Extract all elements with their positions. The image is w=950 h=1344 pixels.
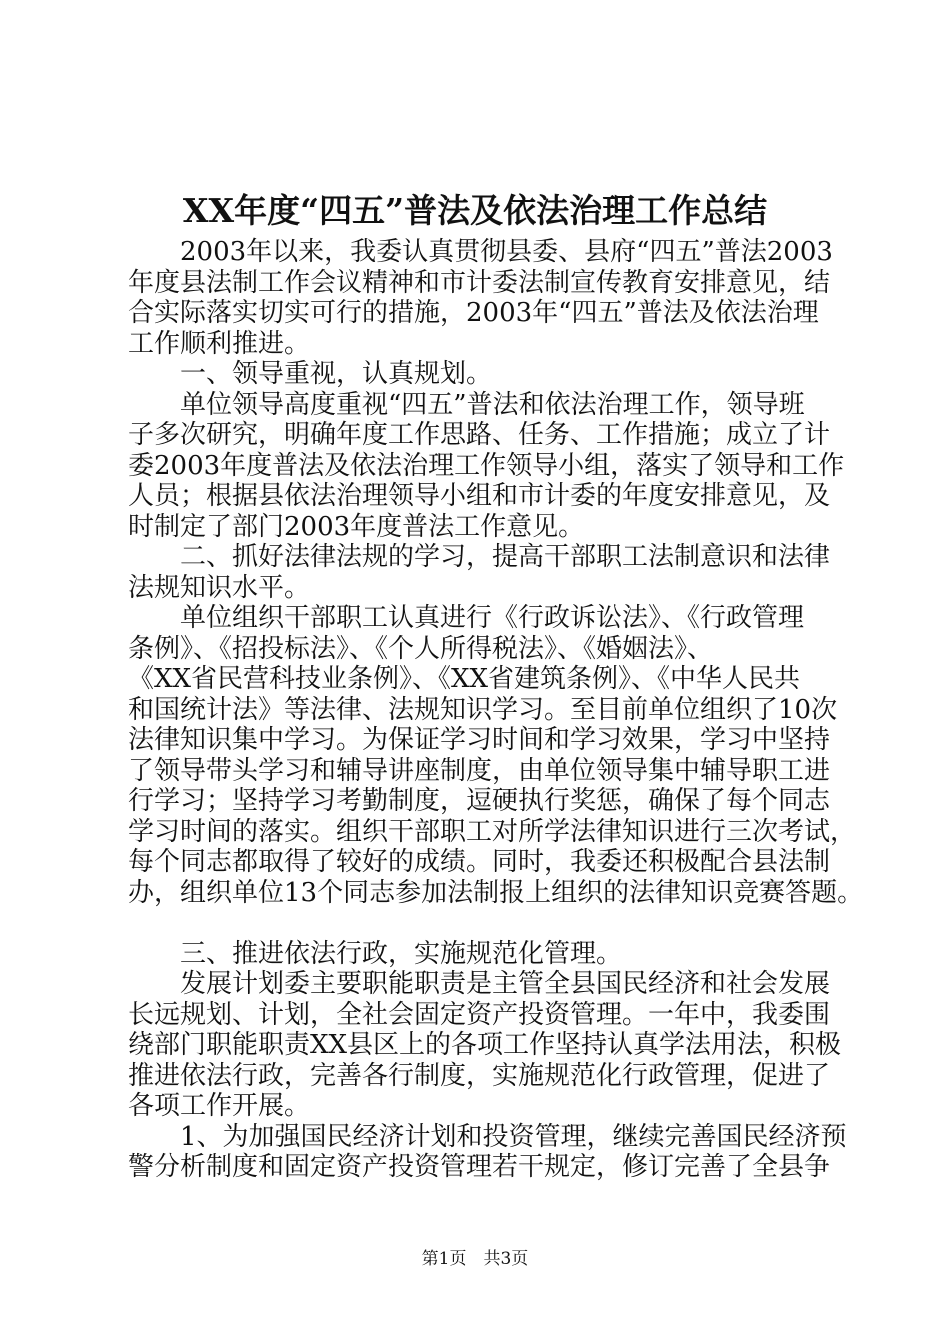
body-text-line: 行学习；坚持学习考勤制度，逗硬执行奖惩，确保了每个同志 [128,786,831,816]
body-text-line: 单位领导高度重视“四五”普法和依法治理工作，领导班 [128,389,805,420]
body-text-line: 二、抓好法律法规的学习，提高干部职工法制意识和法律 [128,542,831,572]
body-text-line: 三、推进依法行政，实施规范化管理。 [128,938,623,969]
body-text-line: 年度县法制工作会议精神和市计委法制宣传教育安排意见，结 [128,267,831,298]
body-text-line: 推进依法行政，完善各行制度，实施规范化行政管理，促进了 [128,1060,831,1091]
body-text-line: 长远规划、计划，全社会固定资产投资管理。一年中，我委围 [128,999,831,1030]
body-text-line: 单位组织干部职工认真进行《行政诉讼法》、《行政管理 [128,603,805,633]
body-text-line: 委2003年度普法及依法治理工作领导小组，落实了领导和工作 [128,450,845,481]
document-body [128,237,864,1183]
body-text-line: 子多次研究，明确年度工作思路、任务、工作措施；成立了计 [128,420,831,450]
page-footer: 第1页 共3页 [421,1249,529,1269]
body-text-line: 时制定了部门2003年度普法工作意见。 [128,511,585,542]
body-text-line: 办，组织单位13个同志参加法制报上组织的法律知识竞赛答题。 [128,877,864,908]
body-text-line: 《XX省民营科技业条例》、《XX省建筑条例》、《中华人民共 [128,664,801,694]
body-text-line: 人员；根据县依法治理领导小组和市计委的年度安排意见，及 [128,481,831,511]
body-text-line: 每个同志都取得了较好的成绩。同时，我委还积极配合县法制 [128,847,831,877]
body-text-line: 2003年以来，我委认真贯彻县委、县府“四五”普法2003 [128,237,833,267]
body-text-line: 法律知识集中学习。为保证学习时间和学习效果，学习中坚持 [128,725,831,755]
body-text-line: 学习时间的落实。组织干部职工对所学法律知识进行三次考试， [128,816,857,847]
body-text-line: 条例》、《招投标法》、《个人所得税法》、《婚姻法》、 [128,633,714,664]
blank-line [128,908,833,939]
body-text-line: 1、为加强国民经济计划和投资管理，继续完善国民经济预 [128,1121,847,1152]
body-text-line: 各项工作开展。 [128,1091,311,1121]
body-text-line: 法规知识水平。 [128,572,311,603]
body-text-line: 工作顺利推进。 [128,328,311,359]
body-text-line: 警分析制度和固定资产投资管理若干规定，修订完善了全县争 [128,1152,831,1182]
body-text-line: 合实际落实切实可行的措施，2003年“四五”普法及依法治理 [128,298,819,328]
body-text-line: 了领导带头学习和辅导讲座制度，由单位领导集中辅导职工进 [128,755,831,786]
body-text-line: 绕部门职能职责XX县区上的各项工作坚持认真学法用法，积极 [128,1030,842,1060]
body-text-line: 一、领导重视，认真规划。 [128,359,493,389]
body-text-line: 发展计划委主要职能职责是主管全县国民经济和社会发展 [128,969,831,999]
document-title: XX年度“四五”普法及依法治理工作总结 [182,191,768,230]
body-text-line: 和国统计法》等法律、法规知识学习。至目前单位组织了10次 [128,694,838,725]
